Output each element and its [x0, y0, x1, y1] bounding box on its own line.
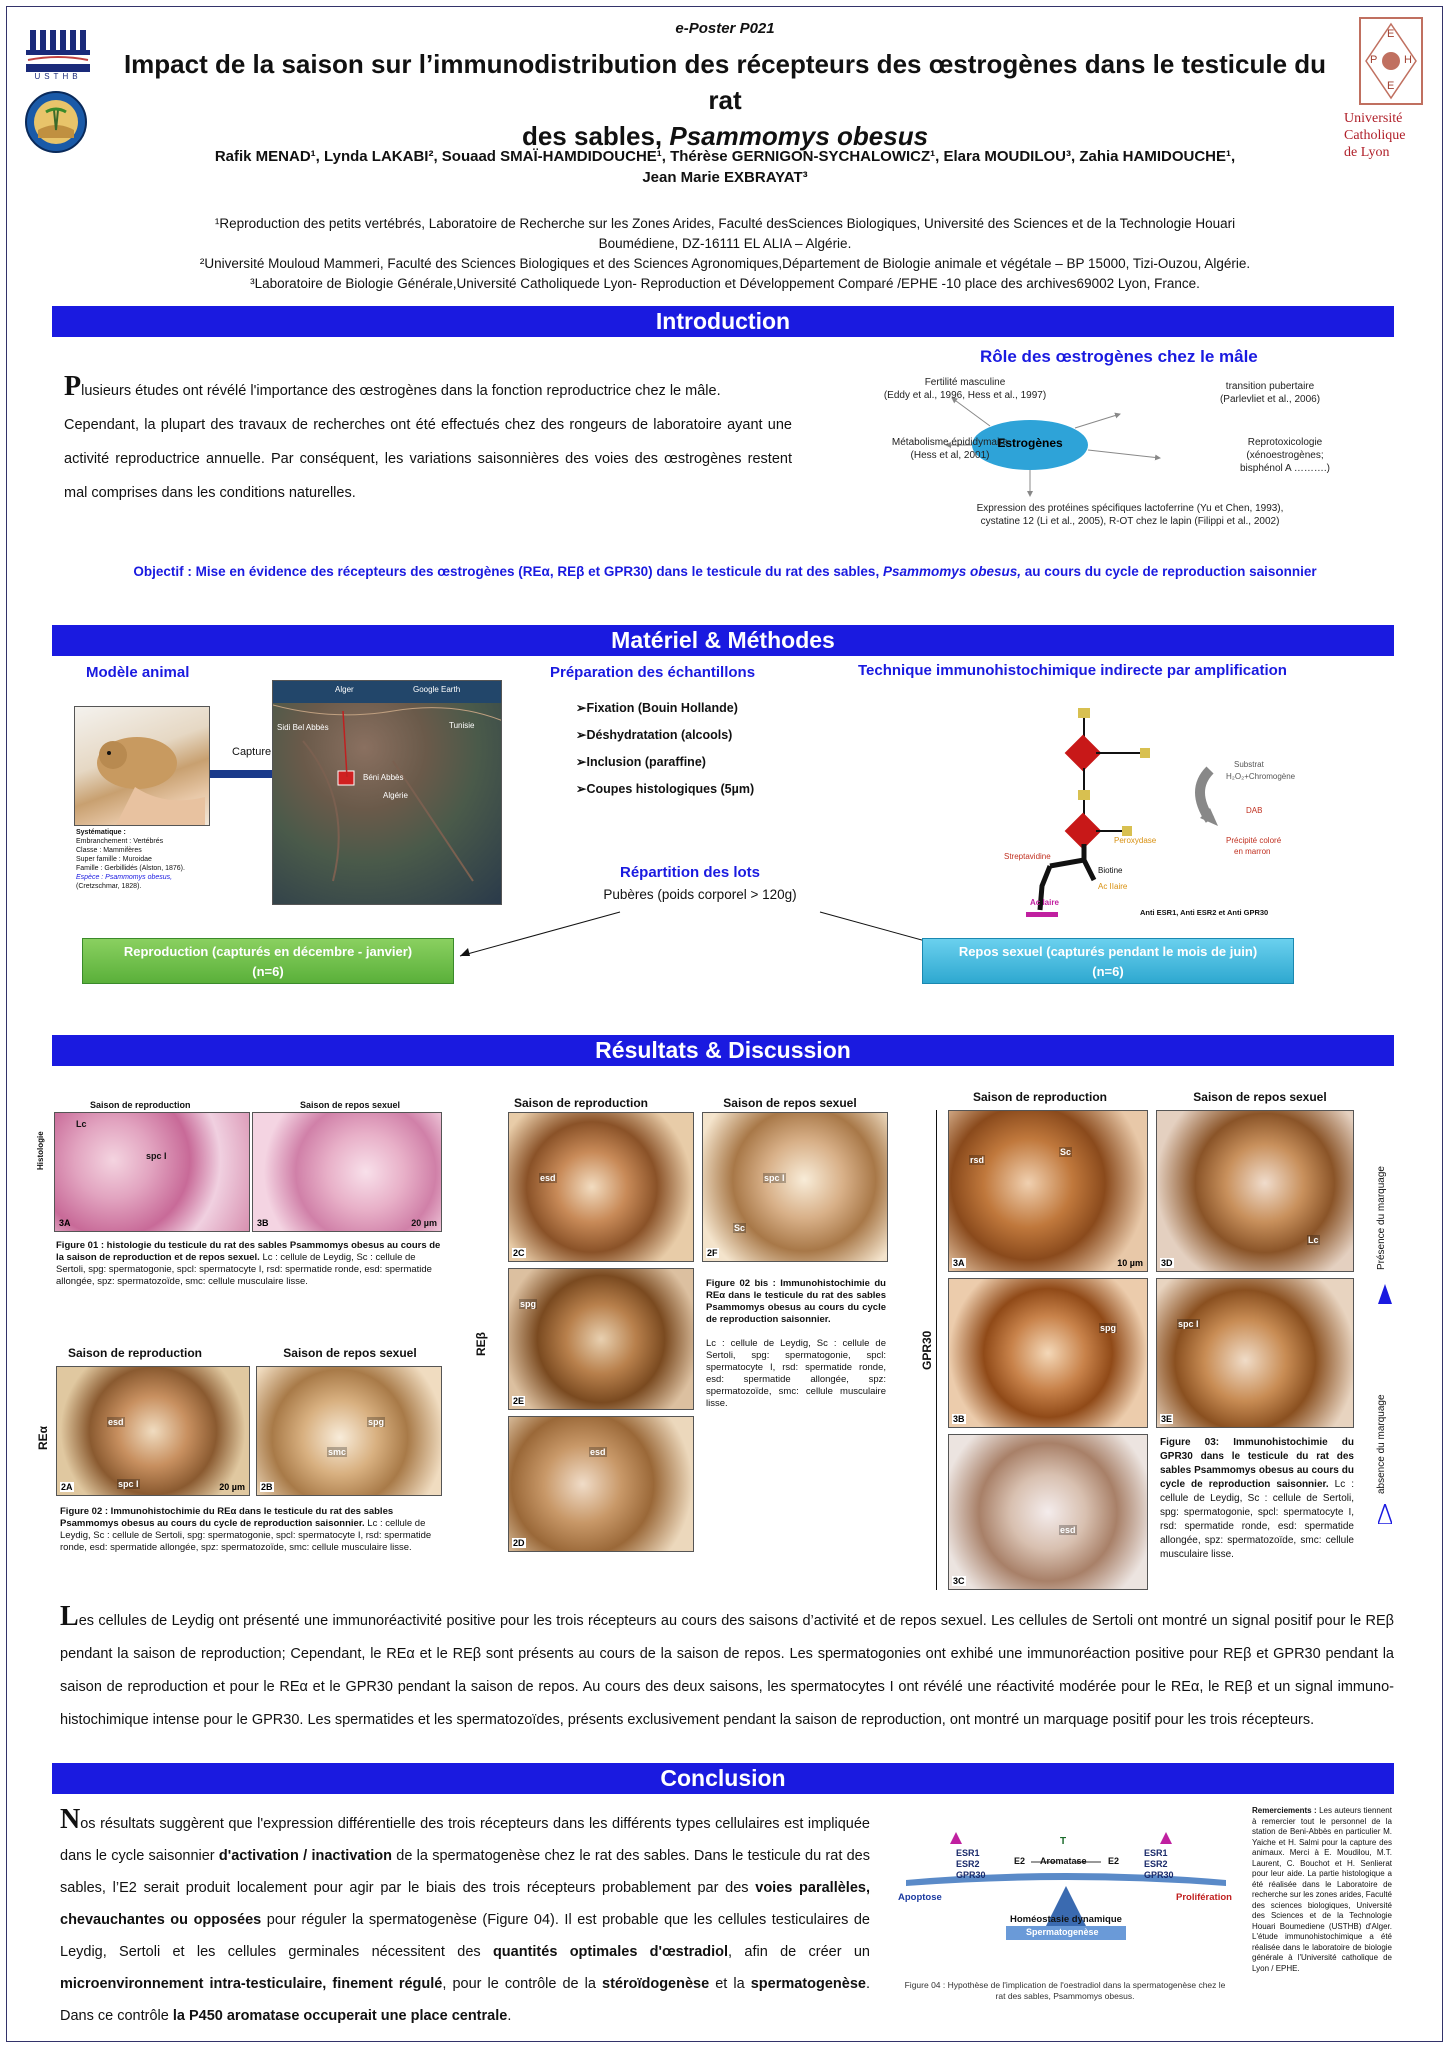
objective-part-2: au cours du cycle de reproduction saisonnier	[1021, 564, 1317, 579]
results-banner: Résultats & Discussion	[52, 1035, 1394, 1066]
conclusion-part: et la	[709, 1976, 751, 1992]
node-proteins-line-2: cystatine 12 (Li et al., 2005), R-OT chez le lapin (Filippi et al., 2002)	[980, 516, 1280, 527]
node-epididymal-ref: (Hess et al, 2001)	[910, 450, 990, 461]
estrogen-diagram	[880, 366, 1380, 536]
title-line-2-plain: des sables,	[521, 121, 670, 151]
legend-absence	[1372, 1370, 1402, 1530]
fig2-tag: spg	[368, 1417, 385, 1427]
node-fertility-ref: (Eddy et al., 1996, Hess et al., 1997)	[883, 390, 1047, 401]
conclusion-bold: voies parallèles, chevauchantes ou opposées	[60, 1880, 870, 1928]
prep-item-label: Coupes histologiques (5µm)	[586, 782, 755, 796]
conclusion-part: de la spermatogenèse chez le rat des sables. Dans le testicule du rat des sables, l’E2 serait produit localement pour agir par le biais des trois récepteurs probablement par des	[60, 1848, 870, 1896]
intro-paragraph-1	[64, 370, 792, 408]
systematics-line: Famille : Gerbillidés (Alston, 1876).	[76, 865, 185, 872]
map-label-tunisie: Tunisie	[449, 721, 475, 730]
intro-dropcap: P	[64, 371, 82, 402]
fig2b-caption-title: Figure 02 bis : Immunohistochimie du REα dans le testicule du rat des sables Psammomys obesus au cours du cycle de reproduction saisonnier.	[706, 1278, 886, 1325]
conclusion-bold: microenvironnement intra-testiculaire, finement régulé	[60, 1976, 443, 1992]
fig4-spermatogenesis: Spermatogenèse	[1026, 1927, 1099, 1937]
reb-panel-2c-id: 2C	[513, 1248, 525, 1258]
fig2-caption-title: Figure 02 : Immunohistochimie du REα dans le testicule du rat des sables Psammomys obesus au cours du cycle de reproduction saisonnier.	[60, 1506, 394, 1529]
fig1-panel-repos-id: 3B	[257, 1218, 269, 1228]
fig4-e2-right: E2	[1108, 1856, 1120, 1866]
capture-label: Capture	[232, 746, 272, 758]
node-fertility-label: Fertilité masculine	[924, 377, 1006, 388]
prep-item-label: Fixation (Bouin Hollande)	[586, 701, 738, 715]
gpr-header-repro: Saison de reproduction	[972, 1090, 1107, 1104]
fig2b-caption	[706, 1278, 886, 1410]
gpr-tag: rsd	[970, 1155, 985, 1165]
group-rest	[922, 938, 1294, 984]
fig4-esr2: ESR2	[1144, 1859, 1168, 1869]
node-proteins-line-1: Expression des protéines spécifiques lactoferrine (Yu et Chen, 1993),	[976, 503, 1284, 514]
reb-panel-2d	[508, 1416, 694, 1552]
poster-title	[110, 46, 1340, 154]
node-reprotox-ref-2: bisphénol A ……….)	[1239, 463, 1331, 474]
algeria-map	[272, 680, 502, 905]
fig4-caption: Figure 04 : Hypothèse de l'implication de l'oestradiol dans la spermatogenèse chez le rat des sables, Psammomys obesus.	[904, 1980, 1226, 2001]
conclusion-dropcap: N	[60, 1804, 81, 1835]
lots-subtitle: Pubères (poids corporel > 120g)	[603, 887, 797, 902]
fig1-histology-label: Histologie	[36, 1131, 45, 1170]
tech-h2o2: H₂O₂+Chromogène	[1226, 772, 1296, 781]
affiliation-3: ³Laboratoire de Biologie Générale,Université Catholiquede Lyon- Reproduction et Développement Comparé /EPHE -10 place des archives69002 Lyon, France.	[250, 276, 1200, 291]
fig1-header-repos: Saison de repos sexuel	[300, 1100, 401, 1110]
ucly-line-3: de Lyon	[1344, 145, 1390, 160]
discussion-body: es cellules de Leydig ont présenté une immunoréactivité positive pour les trois récepteurs au cours des saisons d’activité et de repos sexuel. Les cellules de Sertoli ont montré un signal positif pour le REβ pendant la saison de reproduction; Cependant, le REα et le REβ sont présents au cours de la saison de repos. Les spermatogonies ont exhibé une immunoréaction positive pour REβ et GPR30 pendant la saison de reproduction et pour le REα et le GPR30 pendant la saison de repos. Au cours des deux saisons, les spermatocytes I ont révélé une réactivité modérée pour le REα, le REβ et un signal immuno-histochimique intense pour le GPR30. Les spermatides et les spermatozoïdes, présents exclusivement pendant la saison de reproduction, ont montré un marquage positif pour les trois récepteurs.	[60, 1613, 1394, 1728]
reb-header-repro: Saison de reproduction	[513, 1096, 648, 1110]
prep-item-label: Déshydratation (alcools)	[586, 728, 733, 742]
fig4-gpr30: GPR30	[1144, 1870, 1174, 1880]
fig4-esr2: ESR2	[956, 1859, 980, 1869]
prep-item: ➢Fixation (Bouin Hollande)	[576, 701, 738, 715]
fig2-header-repro: Saison de reproduction	[67, 1346, 202, 1360]
fig1-scale: 20 µm	[411, 1218, 437, 1228]
map-label-sba: Sidi Bel Abbès	[277, 723, 329, 732]
gpr-panel-3a-id: 3A	[953, 1258, 965, 1268]
fig1-tag: spc I	[146, 1151, 167, 1161]
estrogen-role-title: Rôle des œstrogènes chez le mâle	[980, 347, 1258, 366]
conclusion-part: pour réguler la spermatogenèse (Figure 04). Il est probable que les cellules testiculaires de Leydig, Sertoli et les cellules germinales nécessitent des	[60, 1912, 870, 1960]
conclusion-part: , afin de créer un	[728, 1944, 870, 1960]
lots-title: Répartition des lots	[620, 864, 761, 881]
presence-arrow-icon	[1378, 1284, 1392, 1304]
map-label-algerie: Algérie	[383, 791, 408, 800]
group-rest-label: Repos sexuel (capturés pendant le mois de juin)	[958, 944, 1258, 959]
legend-presence-label: Présence du marquage	[1376, 1166, 1387, 1270]
affiliation-2: ²Université Mouloud Mammeri, Faculté des Sciences Biologiques et des Sciences Agronomiques,Département de Biologie animale et végétale – BP 15000, Tizi-Ouzou, Algérie.	[199, 256, 1251, 271]
tech-peroxydase: Peroxydase	[1114, 836, 1157, 845]
gpr-panel-3c	[948, 1434, 1148, 1590]
gpr-panel-3b-id: 3B	[953, 1414, 965, 1424]
systematics-line: Classe : Mammifères	[76, 847, 142, 854]
fig1-caption	[56, 1240, 442, 1288]
map-label-google-earth: Google Earth	[413, 685, 461, 694]
animal-photo	[74, 706, 210, 826]
gpr-tag: spc I	[1178, 1319, 1199, 1329]
group-reproduction-label: Reproduction (capturés en décembre - janvier)	[123, 944, 413, 959]
gpr30-label: GPR30	[920, 1330, 934, 1370]
gpr-panel-3e	[1156, 1278, 1354, 1428]
acknowledgements-title: Remerciements :	[1252, 1806, 1317, 1815]
objective-part-1: Objectif : Mise en évidence des récepteurs des œstrogènes (REα, REβ et GPR30) dans le testicule du rat des sables,	[133, 564, 883, 579]
fig4-esr1: ESR1	[956, 1848, 980, 1858]
reb-tag: spg	[520, 1299, 537, 1309]
fig3-caption-title: Figure 03: Immunohistochimie du GPR30 dans le testicule du rat des sables Psammomys obesus au cours du cycle de reproduction saisonnier.	[1160, 1437, 1354, 1490]
fig1-panel-repos	[252, 1112, 442, 1232]
intro-text-2: Cependant, la plupart des travaux de recherches ont été effectués chez des rongeurs de laboratoire ayant une activité reproductrice annuelle. Par conséquent, les variations saisonnières des voies des œstrogènes restent mal comprises dans les conditions naturelles.	[64, 417, 792, 501]
tech-ac2: Ac IIaire	[1098, 882, 1128, 891]
gpr-panel-3a	[948, 1110, 1148, 1272]
conclusion-part: .	[507, 2008, 512, 2024]
technique-title: Technique immunohistochimique indirecte par amplification	[858, 662, 1287, 679]
reb-header-repos: Saison de repos sexuel	[723, 1096, 857, 1110]
sample-prep-title: Préparation des échantillons	[550, 664, 756, 681]
tech-anti: Anti ESR1, Anti ESR2 et Anti GPR30	[1140, 908, 1269, 917]
conclusion-bold: d'activation / inactivation	[218, 1848, 393, 1864]
reb-panel-2c	[508, 1112, 694, 1262]
systematics-line: (Cretzschmar, 1828).	[76, 883, 142, 890]
reb-panel-2f	[702, 1112, 888, 1262]
group-reproduction-n: (n=6)	[252, 964, 284, 979]
intro-text	[64, 370, 792, 510]
conclusion-part: os résultats suggèrent que l'expression différentielle des trois récepteurs dans les différents types cellulaires est impliquée dans le cycle saisonnier	[60, 1816, 870, 1864]
fig1-panel-repro	[54, 1112, 250, 1232]
authors	[90, 146, 1360, 188]
fig1-caption-title: Figure 01 : histologie du testicule du rat des sables Psammomys obesus au cours de la saison de reproduction et de repos sexuel.	[56, 1240, 441, 1263]
sample-prep-list	[576, 695, 806, 803]
reb-tag: Sc	[734, 1223, 746, 1233]
acknowledgements	[1252, 1806, 1392, 1974]
gpr-tag: Lc	[1308, 1235, 1319, 1245]
fig4-t: T	[1060, 1836, 1067, 1847]
conclusion-part: , pour le contrôle de la	[442, 1976, 602, 1992]
fig3-caption-text: Lc : cellule de Leydig, Sc : cellule de Sertoli, spg: spermatogonie, spcl: spermatocyte I, rsd: spermatide ronde, esd: spermatide allongée, spz: spermatozoïde, smc: cellule musculaire lisse.	[1160, 1479, 1354, 1560]
systematics-line: Embranchement : Vertébrés	[76, 838, 164, 845]
reb-tag: spc I	[764, 1173, 785, 1183]
reb-tag: esd	[590, 1447, 606, 1457]
ephe-letter-3: H	[1404, 54, 1412, 66]
fig3-caption	[1160, 1436, 1354, 1562]
gpr-tag: spg	[1100, 1323, 1117, 1333]
group-rest-n: (n=6)	[1092, 964, 1124, 979]
gpr-tag: Sc	[1060, 1147, 1072, 1157]
conclusion-text	[60, 1804, 870, 2032]
prep-item: ➢Coupes histologiques (5µm)	[576, 782, 755, 796]
gpr-panel-3d	[1156, 1110, 1354, 1272]
node-proteins	[890, 502, 1370, 528]
node-reprotox-label: Reprotoxicologie	[1247, 437, 1323, 448]
methods-banner: Matériel & Méthodes	[52, 625, 1394, 656]
ucly-line-2: Catholique	[1344, 128, 1406, 143]
fig2b-caption-text: Lc : cellule de Leydig, Sc : cellule de Sertoli, spg: spermatogonie, spcl: spermatocyte I, rsd: spermatide ronde, esd: spermatide allongée, spz: spermatozoïde, smc: cellule musculaire lisse.	[706, 1338, 886, 1409]
tech-precipite: Précipité coloré	[1226, 836, 1282, 845]
fig2-tag: esd	[108, 1417, 124, 1427]
fig4-proliferation: Prolifération	[1176, 1892, 1232, 1903]
node-epididymal-label: Métabolisme épididymaire	[891, 437, 1009, 448]
tech-precipite-2: en marron	[1234, 847, 1271, 856]
node-fertility	[850, 376, 1080, 402]
absence-arrow-icon	[1378, 1504, 1392, 1524]
systematics	[76, 828, 276, 891]
node-reprotox	[1210, 436, 1360, 475]
fig2-tag: smc	[328, 1447, 347, 1457]
node-reprotox-ref-1: (xénoestrogènes;	[1246, 450, 1324, 461]
reb-panel-2e	[508, 1268, 694, 1410]
fig2-panel-2b	[256, 1366, 442, 1496]
objective-species: Psammomys obesus,	[882, 564, 1022, 579]
usthb-logo-text: USTHB	[34, 72, 82, 81]
ephe-letter-2: P	[1370, 54, 1378, 66]
gpr-panel-3b	[948, 1278, 1148, 1428]
reb-panel-2f-id: 2F	[707, 1248, 718, 1258]
gpr30-bracket	[936, 1110, 944, 1590]
ephe-logo	[1358, 16, 1424, 106]
fig2-caption	[60, 1506, 442, 1554]
conclusion-part: . Dans ce contrôle	[60, 1976, 870, 2024]
fig4-aromatase: Aromatase	[1040, 1856, 1087, 1866]
estrogen-center: Estrogènes	[997, 436, 1063, 450]
fig4-esr1: ESR1	[1144, 1848, 1168, 1858]
map-label-alger: Alger	[335, 685, 354, 694]
reb-panel-2d-id: 2D	[513, 1538, 525, 1548]
node-epididymal	[870, 436, 1030, 462]
systematics-title: Systématique :	[76, 829, 126, 836]
systematics-line: Espèce : Psammomys obesus,	[76, 874, 173, 881]
lrza-logo	[24, 90, 88, 154]
prep-item: ➢Inclusion (paraffine)	[576, 755, 706, 769]
rea-label: REα	[36, 1425, 50, 1450]
title-species: Psammomys obesus	[669, 121, 929, 151]
ephe-letter-4: E	[1387, 80, 1395, 92]
fig4-diagram	[896, 1826, 1236, 1976]
discussion-text	[60, 1600, 1394, 1737]
node-puberty	[1180, 380, 1360, 406]
fig2-panel-2a-id: 2A	[61, 1482, 73, 1492]
systematics-line: Super famille : Muroidae	[76, 856, 152, 863]
fig4-esr-right	[1144, 1848, 1174, 1881]
fig1-panel-repro-id: 3A	[59, 1218, 71, 1228]
discussion-dropcap: L	[60, 1601, 79, 1632]
fig1-caption-text: Lc : cellule de Leydig, Sc : cellule de Sertoli, spg: spermatogonie, spcl: spermatocyte I, rsd: spermatide ronde, esd: spermatide allongée, spz: spermatozoïde, smc: cellule musculaire lisse.	[56, 1252, 432, 1287]
fig2-scale: 20 µm	[219, 1482, 245, 1492]
affiliations	[60, 214, 1390, 294]
ephe-letter-1: E	[1387, 28, 1395, 40]
tech-substrat: Substrat	[1234, 760, 1264, 769]
tech-streptavidine: Streptavidine	[1004, 852, 1051, 861]
gpr-tag: esd	[1060, 1525, 1076, 1535]
objective	[60, 564, 1390, 579]
gpr-header-repos: Saison de repos sexuel	[1193, 1090, 1327, 1104]
tech-ac1: Ac Iaire	[1030, 898, 1059, 907]
node-puberty-label: transition pubertaire	[1225, 381, 1315, 392]
title-line-1: Impact de la saison sur l’immunodistribution des récepteurs des œstrogènes dans le testicule du rat	[123, 49, 1327, 115]
legend-absence-label: absence du marquage	[1376, 1394, 1387, 1494]
introduction-banner: Introduction	[52, 306, 1394, 337]
conclusion-bold: la P450 aromatase occuperait une place centrale	[172, 2008, 508, 2024]
poster-id: e-Poster P021	[675, 20, 775, 37]
fig4-apoptose: Apoptose	[898, 1892, 942, 1903]
map-label-beni-abbes: Béni Abbès	[363, 773, 404, 782]
tech-biotine: Biotine	[1098, 866, 1123, 875]
fig2-panel-2b-id: 2B	[261, 1482, 273, 1492]
fig4-gpr30: GPR30	[956, 1870, 986, 1880]
affiliation-1b: Boumédiene, DZ-16111 EL ALIA – Algérie.	[598, 236, 852, 251]
fig4-e2-left: E2	[1014, 1856, 1026, 1866]
reb-tag: esd	[540, 1173, 556, 1183]
conclusion-bold: spermatogenèse	[750, 1976, 866, 1992]
gpr-panel-3e-id: 3E	[1161, 1414, 1173, 1424]
gpr-scale: 10 µm	[1117, 1258, 1143, 1268]
prep-item: ➢Déshydratation (alcools)	[576, 728, 733, 742]
prep-item-label: Inclusion (paraffine)	[586, 755, 706, 769]
fig4-esr-left	[956, 1848, 986, 1881]
lots-arrows	[440, 906, 1000, 966]
gpr-panel-3c-id: 3C	[953, 1576, 965, 1586]
animal-model-title: Modèle animal	[86, 664, 190, 681]
fig4-homeostasis: Homéostasie dynamique	[1010, 1914, 1122, 1925]
affiliation-1: ¹Reproduction des petits vertébrés, Laboratoire de Recherche sur les Zones Arides, Faculté desSciences Biologiques, Université des Sciences et de la Technologie Houari	[214, 216, 1236, 231]
fig1-tag: Lc	[76, 1119, 87, 1129]
conclusion-bold: quantités optimales d'œstradiol	[492, 1944, 729, 1960]
ucly-line-1: Université	[1344, 111, 1403, 126]
intro-text-1: lusieurs études ont révélé l'importance des œstrogènes dans la fonction reproductrice chez le mâle.	[81, 383, 721, 399]
legend-presence	[1372, 1150, 1402, 1310]
group-reproduction	[82, 938, 454, 984]
authors-line-2: Jean Marie EXBRAYAT³	[642, 169, 808, 186]
tech-dab: DAB	[1246, 806, 1263, 815]
reb-label: REβ	[474, 1332, 488, 1356]
acknowledgements-text: Les auteurs tiennent à remercier tout le personnel de la station de Beni-Abbès en particulier M. Yaiche et H. Salmi pour la capture des animaux. Merci à E. Moudilou, M.T. Laurent, C. Bouchot et H. Senlierat pour leur aide. La partie histologique a été réalisée dans le Laboratoire de recherche sur les zones arides, Faculté des sciences biologiques, Université des Sciences et de la Technologie Houari Boumediene (USTHB) d'Alger. L'étude immunohistochimique a été réalisée dans le laboratoire de biologie générale à l'Université catholique de Lyon / EPHE.	[1252, 1806, 1392, 1973]
conclusion-bold: stéroïdogenèse	[602, 1976, 710, 1992]
authors-line-1: Rafik MENAD¹, Lynda LAKABI², Souaad SMAÏ-HAMDIDOUCHE¹, Thérèse GERNIGON-SYCHALOWICZ¹, Elara MOUDILOU³, Zahia HAMIDOUCHE¹,	[214, 148, 1236, 165]
gpr-panel-3d-id: 3D	[1161, 1258, 1173, 1268]
fig2-header-repos: Saison de repos sexuel	[283, 1346, 417, 1360]
fig2-caption-text: Lc : cellule de Leydig, Sc : cellule de Sertoli, spg: spermatogonie, spcl: spermatocyte I, rsd: spermatide ronde, esd: spermatide allongée, spz: spermatozoïde, smc: cellule musculaire lisse.	[60, 1518, 432, 1553]
usthb-logo	[22, 20, 94, 86]
fig2-tag: spc I	[118, 1479, 139, 1489]
reb-panel-2e-id: 2E	[513, 1396, 525, 1406]
node-puberty-ref: (Parlevliet et al., 2006)	[1219, 394, 1321, 405]
fig2-panel-2a	[56, 1366, 250, 1496]
fig1-header-repro: Saison de reproduction	[90, 1100, 191, 1110]
conclusion-banner: Conclusion	[52, 1763, 1394, 1794]
ihc-schematic	[990, 690, 1330, 930]
